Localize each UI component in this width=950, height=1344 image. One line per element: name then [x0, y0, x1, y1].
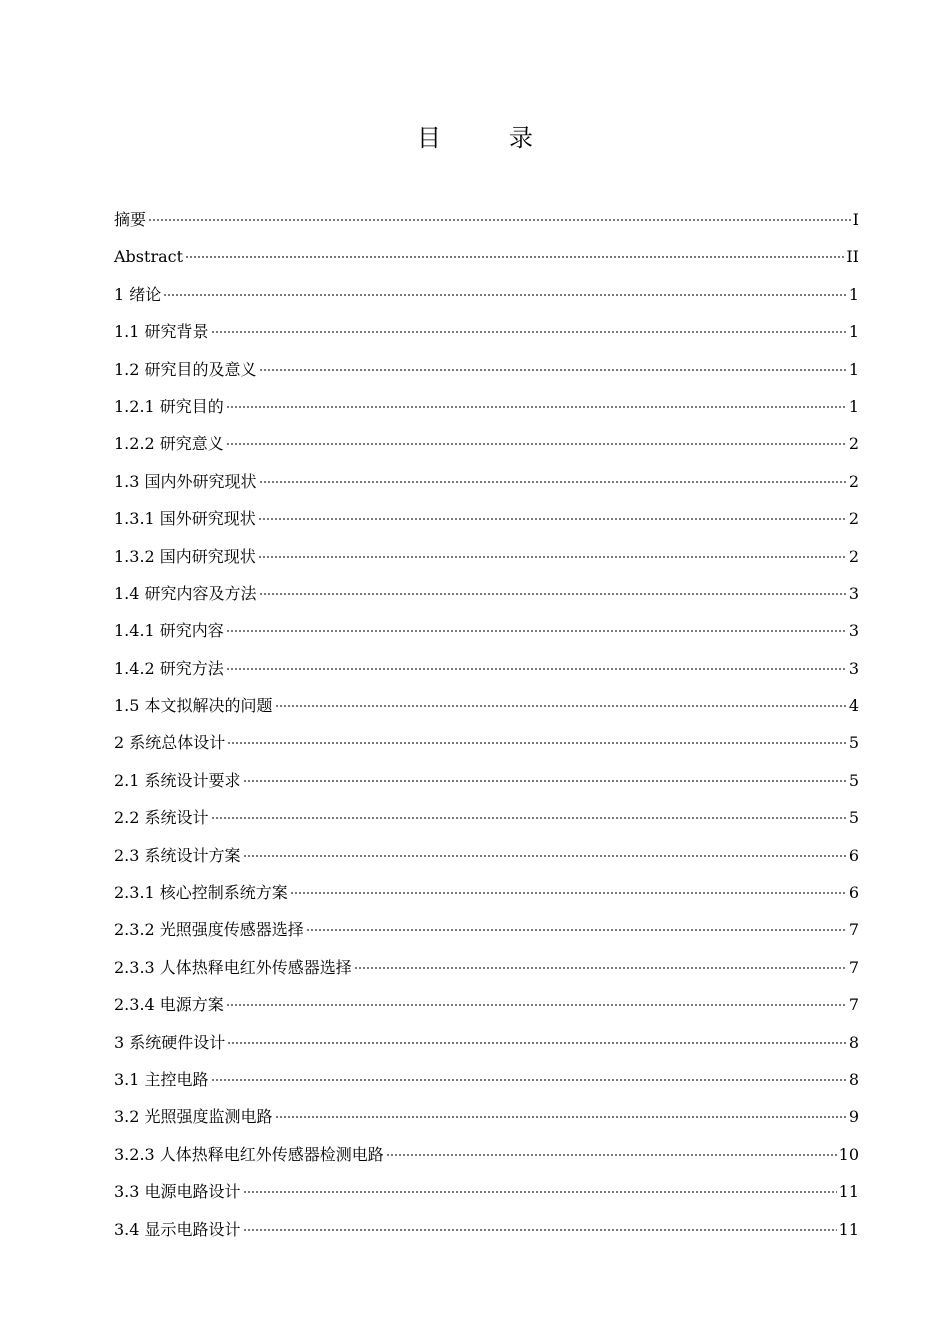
- toc-entry-label: 1.4.1 研究内容: [114, 621, 224, 641]
- toc-entry[interactable]: [114, 837, 859, 874]
- toc-entry-label: 2 系统总体设计: [114, 733, 226, 753]
- toc-entry-page-number: 1: [848, 284, 859, 304]
- toc-entry[interactable]: [114, 463, 859, 500]
- toc-dot-leader: [306, 929, 847, 931]
- toc-entry[interactable]: [114, 1098, 859, 1135]
- toc-dot-leader: [148, 219, 851, 221]
- toc-entry-label: 1.4 研究内容及方法: [114, 583, 257, 603]
- toc-entry[interactable]: [114, 911, 859, 948]
- toc-dot-leader: [275, 705, 847, 707]
- toc-entry[interactable]: [114, 201, 859, 238]
- toc-entry[interactable]: [114, 425, 859, 462]
- toc-entry-label: 3 系统硬件设计: [114, 1032, 226, 1052]
- toc-entry[interactable]: [114, 612, 859, 649]
- toc-entry[interactable]: [114, 986, 859, 1023]
- toc-entry-page-number: 5: [848, 770, 859, 790]
- toc-dot-leader: [211, 331, 847, 333]
- toc-entry-label: 1.5 本文拟解决的问题: [114, 696, 273, 716]
- toc-entry[interactable]: [114, 500, 859, 537]
- toc-entry-label: 3.2.3 人体热释电红外传感器检测电路: [114, 1144, 384, 1164]
- toc-entry-label: 1.4.2 研究方法: [114, 658, 224, 678]
- toc-entry-page-number: 2: [848, 471, 859, 491]
- toc-entry-page-number: 7: [848, 957, 859, 977]
- toc-dot-leader: [227, 1042, 847, 1044]
- toc-dot-leader: [226, 1004, 847, 1006]
- toc-entry-label: 2.1 系统设计要求: [114, 770, 241, 790]
- toc-entry-page-number: 10: [838, 1144, 859, 1164]
- toc-title: 目 录: [417, 124, 555, 152]
- toc-dot-leader: [259, 481, 847, 483]
- toc-entry[interactable]: [114, 1136, 859, 1173]
- toc-list: [114, 201, 859, 1248]
- toc-entry-page-number: 7: [848, 995, 859, 1015]
- toc-entry-page-number: 3: [848, 583, 859, 603]
- toc-entry-page-number: 11: [838, 1219, 859, 1239]
- toc-entry-label: 1.3.1 国外研究现状: [114, 509, 256, 529]
- toc-dot-leader: [258, 518, 847, 520]
- toc-dot-leader: [258, 556, 847, 558]
- toc-entry-label: 1.3.2 国内研究现状: [114, 546, 256, 566]
- toc-entry[interactable]: [114, 313, 859, 350]
- toc-entry-page-number: 5: [848, 808, 859, 828]
- toc-entry-page-number: 6: [848, 845, 859, 865]
- toc-entry-label: 1.3 国内外研究现状: [114, 471, 257, 491]
- toc-entry-page-number: 2: [848, 546, 859, 566]
- toc-dot-leader: [275, 1116, 847, 1118]
- toc-entry-label: 3.2 光照强度监测电路: [114, 1107, 273, 1127]
- toc-entry-label: 1.2 研究目的及意义: [114, 359, 257, 379]
- toc-entry[interactable]: [114, 238, 859, 275]
- toc-entry-page-number: 1: [848, 322, 859, 342]
- toc-dot-leader: [163, 294, 847, 296]
- toc-entry-label: 2.3.2 光照强度传感器选择: [114, 920, 304, 940]
- toc-entry-label: 2.2 系统设计: [114, 808, 209, 828]
- toc-entry[interactable]: [114, 1211, 859, 1248]
- toc-entry[interactable]: [114, 1024, 859, 1061]
- toc-entry-page-number: II: [846, 247, 859, 267]
- toc-dot-leader: [211, 817, 847, 819]
- toc-entry-page-number: 2: [848, 434, 859, 454]
- toc-entry[interactable]: [114, 762, 859, 799]
- toc-entry[interactable]: [114, 1061, 859, 1098]
- toc-entry-page-number: 7: [848, 920, 859, 940]
- toc-entry[interactable]: [114, 575, 859, 612]
- toc-entry-page-number: I: [852, 210, 859, 229]
- toc-dot-leader: [243, 780, 847, 782]
- toc-entry-page-number: 3: [848, 621, 859, 641]
- toc-dot-leader: [185, 256, 844, 258]
- toc-dot-leader: [386, 1154, 837, 1156]
- toc-entry-page-number: 6: [848, 883, 859, 903]
- toc-entry-page-number: 8: [848, 1069, 859, 1089]
- toc-entry[interactable]: [114, 724, 859, 761]
- toc-dot-leader: [226, 443, 847, 445]
- toc-entry-label: 摘要: [114, 210, 147, 229]
- toc-entry[interactable]: [114, 388, 859, 425]
- toc-dot-leader: [259, 369, 847, 371]
- toc-entry[interactable]: [114, 687, 859, 724]
- toc-entry-label: 3.3 电源电路设计: [114, 1182, 241, 1202]
- toc-dot-leader: [211, 1079, 847, 1081]
- toc-entry[interactable]: [114, 276, 859, 313]
- toc-dot-leader: [354, 967, 847, 969]
- toc-entry[interactable]: [114, 949, 859, 986]
- toc-entry-label: Abstract: [114, 247, 184, 267]
- toc-entry-label: 1.1 研究背景: [114, 322, 209, 342]
- toc-entry-label: 3.1 主控电路: [114, 1069, 209, 1089]
- toc-entry-page-number: 4: [848, 696, 859, 716]
- toc-entry-page-number: 9: [848, 1107, 859, 1127]
- toc-dot-leader: [243, 1229, 837, 1231]
- toc-dot-leader: [226, 406, 847, 408]
- toc-entry-page-number: 2: [848, 509, 859, 529]
- toc-entry-label: 2.3.4 电源方案: [114, 995, 224, 1015]
- toc-entry-label: 2.3.1 核心控制系统方案: [114, 883, 288, 903]
- toc-entry-label: 1 绪论: [114, 284, 162, 304]
- toc-dot-leader: [259, 593, 847, 595]
- toc-dot-leader: [243, 1191, 837, 1193]
- toc-entry-label: 2.3.3 人体热释电红外传感器选择: [114, 957, 352, 977]
- toc-entry-label: 2.3 系统设计方案: [114, 845, 241, 865]
- toc-entry[interactable]: [114, 351, 859, 388]
- toc-dot-leader: [226, 668, 847, 670]
- toc-entry-page-number: 8: [848, 1032, 859, 1052]
- toc-entry-page-number: 5: [848, 733, 859, 753]
- toc-entry-page-number: 3: [848, 658, 859, 678]
- toc-entry-label: 1.2.1 研究目的: [114, 396, 224, 416]
- toc-dot-leader: [243, 855, 847, 857]
- toc-entry-label: 3.4 显示电路设计: [114, 1219, 241, 1239]
- toc-dot-leader: [290, 892, 847, 894]
- toc-dot-leader: [226, 630, 847, 632]
- toc-entry-page-number: 11: [838, 1182, 859, 1202]
- toc-entry[interactable]: [114, 799, 859, 836]
- toc-entry[interactable]: [114, 1173, 859, 1210]
- toc-entry[interactable]: [114, 650, 859, 687]
- toc-entry-page-number: 1: [848, 396, 859, 416]
- toc-entry-page-number: 1: [848, 359, 859, 379]
- toc-entry-label: 1.2.2 研究意义: [114, 434, 224, 454]
- toc-entry[interactable]: [114, 874, 859, 911]
- toc-dot-leader: [227, 742, 847, 744]
- toc-entry[interactable]: [114, 538, 859, 575]
